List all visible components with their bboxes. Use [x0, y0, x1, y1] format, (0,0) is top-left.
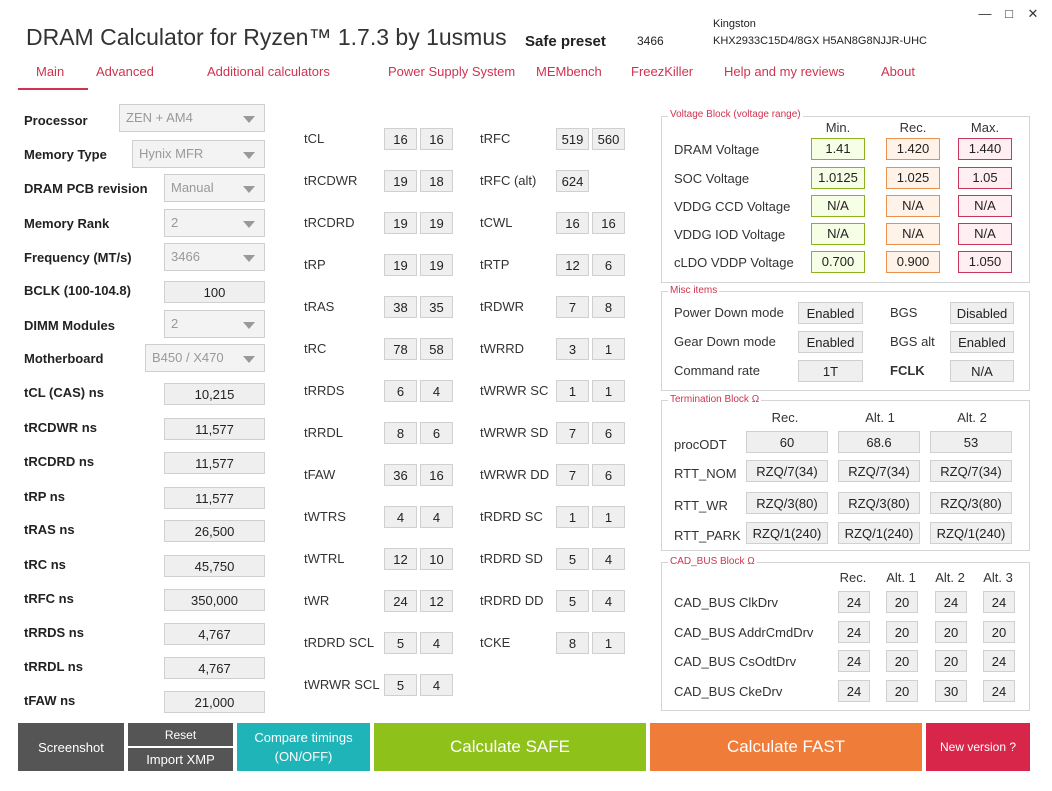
voltage-min[interactable]: 1.41: [811, 138, 865, 160]
chevron-down-icon: [243, 322, 255, 329]
voltage-min[interactable]: 1.0125: [811, 167, 865, 189]
timing-label: tRFC: [480, 131, 511, 146]
timing-label: tWRWR SD: [480, 425, 549, 440]
timing-value-a[interactable]: 8: [556, 632, 589, 654]
command-rate-label: Command rate: [674, 363, 760, 378]
timing-value-b[interactable]: 19: [420, 254, 453, 276]
cad-bus-value[interactable]: 24: [935, 591, 967, 613]
cad-bus-value[interactable]: 24: [983, 650, 1015, 672]
timing-value-b[interactable]: 16: [420, 464, 453, 486]
timing-label: tRFC (alt): [480, 173, 537, 188]
close-icon[interactable]: ✕: [1027, 6, 1039, 21]
fclk-value[interactable]: N/A: [950, 360, 1014, 382]
timing-label: tRAS: [304, 299, 335, 314]
cad-bus-label: CAD_BUS AddrCmdDrv: [674, 625, 814, 640]
timing-value-b[interactable]: 1: [592, 632, 625, 654]
power-down-value[interactable]: Enabled: [798, 302, 863, 324]
timing-value-a[interactable]: 624: [556, 170, 589, 192]
ns-value[interactable]: 4,767: [164, 623, 265, 645]
ns-value[interactable]: 11,577: [164, 418, 265, 440]
voltage-min[interactable]: N/A: [811, 195, 865, 217]
timing-value-a[interactable]: 4: [384, 506, 417, 528]
timing-value-a[interactable]: 12: [384, 548, 417, 570]
timing-value-a[interactable]: 7: [556, 464, 589, 486]
gear-down-label: Gear Down mode: [674, 334, 776, 349]
cad-bus-value[interactable]: 24: [838, 650, 870, 672]
ns-value[interactable]: 10,215: [164, 383, 265, 405]
timing-label: tRDRD SC: [480, 509, 543, 524]
minimize-icon[interactable]: ―: [978, 6, 992, 21]
cad-bus-value[interactable]: 20: [983, 621, 1015, 643]
timing-value-b[interactable]: 4: [420, 380, 453, 402]
termination-value[interactable]: 60: [746, 431, 828, 453]
dimm-modules-label: DIMM Modules: [24, 318, 115, 333]
termination-header-alt2: Alt. 2: [957, 410, 987, 425]
timing-value-b[interactable]: 6: [592, 254, 625, 276]
tab-additional-calculators[interactable]: Additional calculators: [207, 64, 330, 79]
cad-bus-value[interactable]: 24: [838, 621, 870, 643]
timing-label: tWRWR DD: [480, 467, 550, 482]
cad-header-alt3: Alt. 3: [983, 570, 1013, 585]
ns-value[interactable]: 11,577: [164, 487, 265, 509]
ns-label: tRFC ns: [24, 591, 74, 606]
voltage-rec[interactable]: 0.900: [886, 251, 940, 273]
motherboard-label: Motherboard: [24, 351, 104, 366]
ns-label: tCL (CAS) ns: [24, 385, 104, 400]
timing-label: tRP: [304, 257, 326, 272]
timing-value-a[interactable]: 19: [384, 212, 417, 234]
termination-label: RTT_WR: [674, 498, 728, 513]
timing-value-a[interactable]: 16: [384, 128, 417, 150]
memory-type-select[interactable]: [132, 140, 265, 168]
maximize-icon[interactable]: □: [1005, 6, 1013, 21]
timing-value-b[interactable]: 4: [420, 506, 453, 528]
chevron-down-icon: [243, 186, 255, 193]
timing-label: tWR: [304, 593, 330, 608]
timing-value-b[interactable]: 18: [420, 170, 453, 192]
voltage-rec[interactable]: 1.420: [886, 138, 940, 160]
timing-label: tFAW: [304, 467, 336, 482]
termination-header-rec: Rec.: [771, 410, 799, 425]
timing-value-a[interactable]: 7: [556, 422, 589, 444]
processor-value: ZEN + AM4: [126, 110, 193, 125]
timing-value-a[interactable]: 36: [384, 464, 417, 486]
timing-label: tCWL: [480, 215, 513, 230]
processor-label: Processor: [24, 113, 88, 128]
voltage-rec[interactable]: N/A: [886, 195, 940, 217]
voltage-rec[interactable]: N/A: [886, 223, 940, 245]
voltage-label: DRAM Voltage: [674, 142, 760, 157]
import-xmp-button[interactable]: Import XMP: [128, 748, 233, 771]
timing-label: tWRWR SC: [480, 383, 549, 398]
frequency-value: 3466: [171, 249, 200, 264]
timing-value-a[interactable]: 519: [556, 128, 589, 150]
timing-value-b[interactable]: 19: [420, 212, 453, 234]
cad-bus-label: CAD_BUS ClkDrv: [674, 595, 779, 610]
cad-bus-value[interactable]: 24: [838, 680, 870, 702]
timing-value-b[interactable]: 58: [420, 338, 453, 360]
tab-main[interactable]: Main: [36, 64, 65, 79]
termination-value[interactable]: RZQ/1(240): [838, 522, 920, 544]
timing-value-b[interactable]: 560: [592, 128, 625, 150]
bclk-input[interactable]: 100: [164, 281, 265, 303]
compare-timings-label: Compare timings: [254, 730, 353, 745]
timing-label: tRRDS: [304, 383, 345, 398]
timing-value-b[interactable]: 4: [592, 590, 625, 612]
voltage-label: SOC Voltage: [674, 171, 750, 186]
termination-value[interactable]: 53: [930, 431, 1012, 453]
voltage-header-min: Min.: [825, 120, 851, 135]
tab-help-reviews[interactable]: Help and my reviews: [724, 64, 845, 79]
timing-value-b[interactable]: 6: [420, 422, 453, 444]
termination-label: RTT_NOM: [674, 466, 737, 481]
voltage-label: cLDO VDDP Voltage: [674, 255, 794, 270]
motherboard-value: B450 / X470: [152, 350, 224, 365]
ns-value[interactable]: 21,000: [164, 691, 265, 713]
processor-select[interactable]: [119, 104, 265, 132]
chevron-down-icon: [243, 221, 255, 228]
cad-header-rec: Rec.: [839, 570, 867, 585]
timing-label: tRDRD SCL: [304, 635, 375, 650]
cad-bus-value[interactable]: 30: [935, 680, 967, 702]
cad-bus-label: CAD_BUS CkeDrv: [674, 684, 783, 699]
preset-value: 3466: [637, 34, 664, 48]
timing-value-b[interactable]: 6: [592, 422, 625, 444]
pcb-revision-value: Manual: [171, 180, 214, 195]
termination-value[interactable]: RZQ/7(34): [746, 460, 828, 482]
termination-value[interactable]: RZQ/7(34): [930, 460, 1012, 482]
cad-bus-value[interactable]: 20: [886, 621, 918, 643]
chevron-down-icon: [243, 116, 255, 123]
ns-label: tRC ns: [24, 557, 66, 572]
timing-value-b[interactable]: 35: [420, 296, 453, 318]
tab-advanced[interactable]: Advanced: [96, 64, 154, 79]
timing-value-a[interactable]: 1: [556, 506, 589, 528]
timing-label: tRDRD DD: [480, 593, 544, 608]
compare-timings-sublabel: (ON/OFF): [274, 749, 333, 764]
timing-value-b[interactable]: 1: [592, 338, 625, 360]
dimm-modules-value: 2: [171, 316, 179, 331]
timing-value-a[interactable]: 5: [556, 548, 589, 570]
timing-value-a[interactable]: 19: [384, 170, 417, 192]
reset-button[interactable]: Reset: [128, 723, 233, 746]
timing-value-a[interactable]: 38: [384, 296, 417, 318]
termination-value[interactable]: RZQ/1(240): [930, 522, 1012, 544]
voltage-min[interactable]: N/A: [811, 223, 865, 245]
timing-value-b[interactable]: 1: [592, 506, 625, 528]
fclk-label: FCLK: [890, 363, 925, 378]
pcb-revision-label: DRAM PCB revision: [24, 181, 148, 196]
ns-label: tFAW ns: [24, 693, 76, 708]
timing-label: tCL: [304, 131, 325, 146]
timing-value-a[interactable]: 5: [384, 632, 417, 654]
active-tab-underline: [18, 88, 88, 90]
chevron-down-icon: [243, 255, 255, 262]
cad-bus-value[interactable]: 20: [935, 650, 967, 672]
calculate-safe-button[interactable]: Calculate SAFE: [374, 723, 646, 771]
cad-bus-block-title: CAD_BUS Block Ω: [670, 556, 755, 567]
timing-label: tWTRS: [304, 509, 346, 524]
timing-label: tRCDWR: [304, 173, 358, 188]
voltage-rec[interactable]: 1.025: [886, 167, 940, 189]
termination-label: RTT_PARK: [674, 528, 741, 543]
voltage-max[interactable]: N/A: [958, 195, 1012, 217]
preset-label: Safe preset: [525, 33, 606, 50]
timing-value-a[interactable]: 5: [384, 674, 417, 696]
calculate-fast-button[interactable]: Calculate FAST: [650, 723, 922, 771]
power-down-label: Power Down mode: [674, 305, 784, 320]
pcb-revision-select[interactable]: [164, 174, 265, 202]
ns-label: tRP ns: [24, 489, 65, 504]
timing-value-b[interactable]: 10: [420, 548, 453, 570]
timing-label: tWRRD: [480, 341, 525, 356]
timing-value-a[interactable]: 3: [556, 338, 589, 360]
voltage-header-max: Max.: [970, 120, 1000, 135]
timing-value-b[interactable]: 4: [420, 674, 453, 696]
frequency-label: Frequency (MT/s): [24, 250, 132, 265]
timing-value-a[interactable]: 19: [384, 254, 417, 276]
voltage-max[interactable]: N/A: [958, 223, 1012, 245]
timing-value-a[interactable]: 1: [556, 380, 589, 402]
memory-type-label: Memory Type: [24, 147, 107, 162]
new-version-button[interactable]: New version ?: [926, 723, 1030, 771]
app-title: DRAM Calculator for Ryzen™ 1.7.3 by 1usmus: [26, 24, 507, 50]
memory-rank-value: 2: [171, 215, 179, 230]
voltage-header-rec: Rec.: [899, 120, 927, 135]
ns-label: tRRDS ns: [24, 625, 84, 640]
bgs-alt-label: BGS alt: [890, 334, 935, 349]
cad-bus-value[interactable]: 20: [886, 591, 918, 613]
timing-label: tRDRD SD: [480, 551, 543, 566]
termination-label: procODT: [674, 437, 727, 452]
timing-value-b[interactable]: 16: [592, 212, 625, 234]
tab-power-supply-system[interactable]: Power Supply System: [388, 64, 516, 79]
termination-value[interactable]: RZQ/3(80): [838, 492, 920, 514]
cad-bus-value[interactable]: 20: [886, 680, 918, 702]
timing-value-a[interactable]: 78: [384, 338, 417, 360]
voltage-min[interactable]: 0.700: [811, 251, 865, 273]
bclk-label: BCLK (100-104.8): [24, 283, 131, 298]
gear-down-value[interactable]: Enabled: [798, 331, 863, 353]
command-rate-value[interactable]: 1T: [798, 360, 863, 382]
ns-value[interactable]: 4,767: [164, 657, 265, 679]
termination-value[interactable]: RZQ/3(80): [930, 492, 1012, 514]
memory-type-value: Hynix MFR: [139, 146, 204, 161]
frequency-select[interactable]: [164, 243, 265, 271]
termination-value[interactable]: 68.6: [838, 431, 920, 453]
bgs-alt-value[interactable]: Enabled: [950, 331, 1014, 353]
termination-value[interactable]: RZQ/1(240): [746, 522, 828, 544]
ns-label: tRCDRD ns: [24, 454, 95, 469]
timing-value-b[interactable]: 1: [592, 380, 625, 402]
tab-membench[interactable]: MEMbench: [536, 64, 602, 79]
timing-value-b[interactable]: 8: [592, 296, 625, 318]
cad-bus-value[interactable]: 20: [935, 621, 967, 643]
timing-value-a[interactable]: 5: [556, 590, 589, 612]
termination-header-alt1: Alt. 1: [865, 410, 895, 425]
voltage-block-title: Voltage Block (voltage range): [670, 109, 801, 120]
cad-bus-value[interactable]: 20: [886, 650, 918, 672]
timing-value-b[interactable]: 12: [420, 590, 453, 612]
memory-rank-select[interactable]: [164, 209, 265, 237]
timing-value-a[interactable]: 16: [556, 212, 589, 234]
cad-bus-label: CAD_BUS CsOdtDrv: [674, 654, 797, 669]
cad-bus-value[interactable]: 24: [983, 680, 1015, 702]
timing-label: tRTP: [480, 257, 510, 272]
timing-label: tRCDRD: [304, 215, 355, 230]
timing-value-b[interactable]: 4: [420, 632, 453, 654]
termination-value[interactable]: RZQ/3(80): [746, 492, 828, 514]
ns-label: tRCDWR ns: [24, 420, 97, 435]
timing-value-b[interactable]: 16: [420, 128, 453, 150]
module-vendor: Kingston: [713, 18, 756, 30]
voltage-label: VDDG CCD Voltage: [674, 199, 791, 214]
timing-value-b[interactable]: 6: [592, 464, 625, 486]
ns-value[interactable]: 350,000: [164, 589, 265, 611]
chevron-down-icon: [243, 356, 255, 363]
bgs-label: BGS: [890, 305, 918, 320]
ns-value[interactable]: 11,577: [164, 452, 265, 474]
cad-header-alt2: Alt. 2: [935, 570, 965, 585]
ns-label: tRRDL ns: [24, 659, 83, 674]
timing-label: tCKE: [480, 635, 511, 650]
timing-label: tRDWR: [480, 299, 525, 314]
cad-bus-value[interactable]: 24: [983, 591, 1015, 613]
dimm-modules-select[interactable]: [164, 310, 265, 338]
screenshot-button[interactable]: Screenshot: [18, 723, 124, 771]
compare-timings-button[interactable]: [237, 723, 370, 771]
timing-label: tRC: [304, 341, 327, 356]
misc-block-title: Misc items: [670, 285, 718, 296]
tab-about[interactable]: About: [881, 64, 915, 79]
voltage-label: VDDG IOD Voltage: [674, 227, 786, 242]
bgs-value[interactable]: Disabled: [950, 302, 1014, 324]
voltage-max[interactable]: 1.05: [958, 167, 1012, 189]
ns-value[interactable]: 45,750: [164, 555, 265, 577]
voltage-max[interactable]: 1.050: [958, 251, 1012, 273]
cad-header-alt1: Alt. 1: [886, 570, 916, 585]
module-part: KHX2933C15D4/8GX H5AN8G8NJJR-UHC: [713, 35, 927, 47]
timing-value-b[interactable]: 4: [592, 548, 625, 570]
timing-label: tRRDL: [304, 425, 344, 440]
ns-value[interactable]: 26,500: [164, 520, 265, 542]
timing-value-a[interactable]: 8: [384, 422, 417, 444]
timing-value-a[interactable]: 7: [556, 296, 589, 318]
termination-value[interactable]: RZQ/7(34): [838, 460, 920, 482]
voltage-max[interactable]: 1.440: [958, 138, 1012, 160]
termination-block-title: Termination Block Ω: [670, 394, 760, 405]
motherboard-select[interactable]: [145, 344, 265, 372]
timing-label: tWRWR SCL: [304, 677, 380, 692]
chevron-down-icon: [243, 152, 255, 159]
timing-value-a[interactable]: 24: [384, 590, 417, 612]
tab-freezkiller[interactable]: FreezKiller: [631, 64, 694, 79]
memory-rank-label: Memory Rank: [24, 216, 110, 231]
timing-value-a[interactable]: 12: [556, 254, 589, 276]
timing-value-a[interactable]: 6: [384, 380, 417, 402]
timing-label: tWTRL: [304, 551, 345, 566]
ns-label: tRAS ns: [24, 522, 75, 537]
cad-bus-value[interactable]: 24: [838, 591, 870, 613]
